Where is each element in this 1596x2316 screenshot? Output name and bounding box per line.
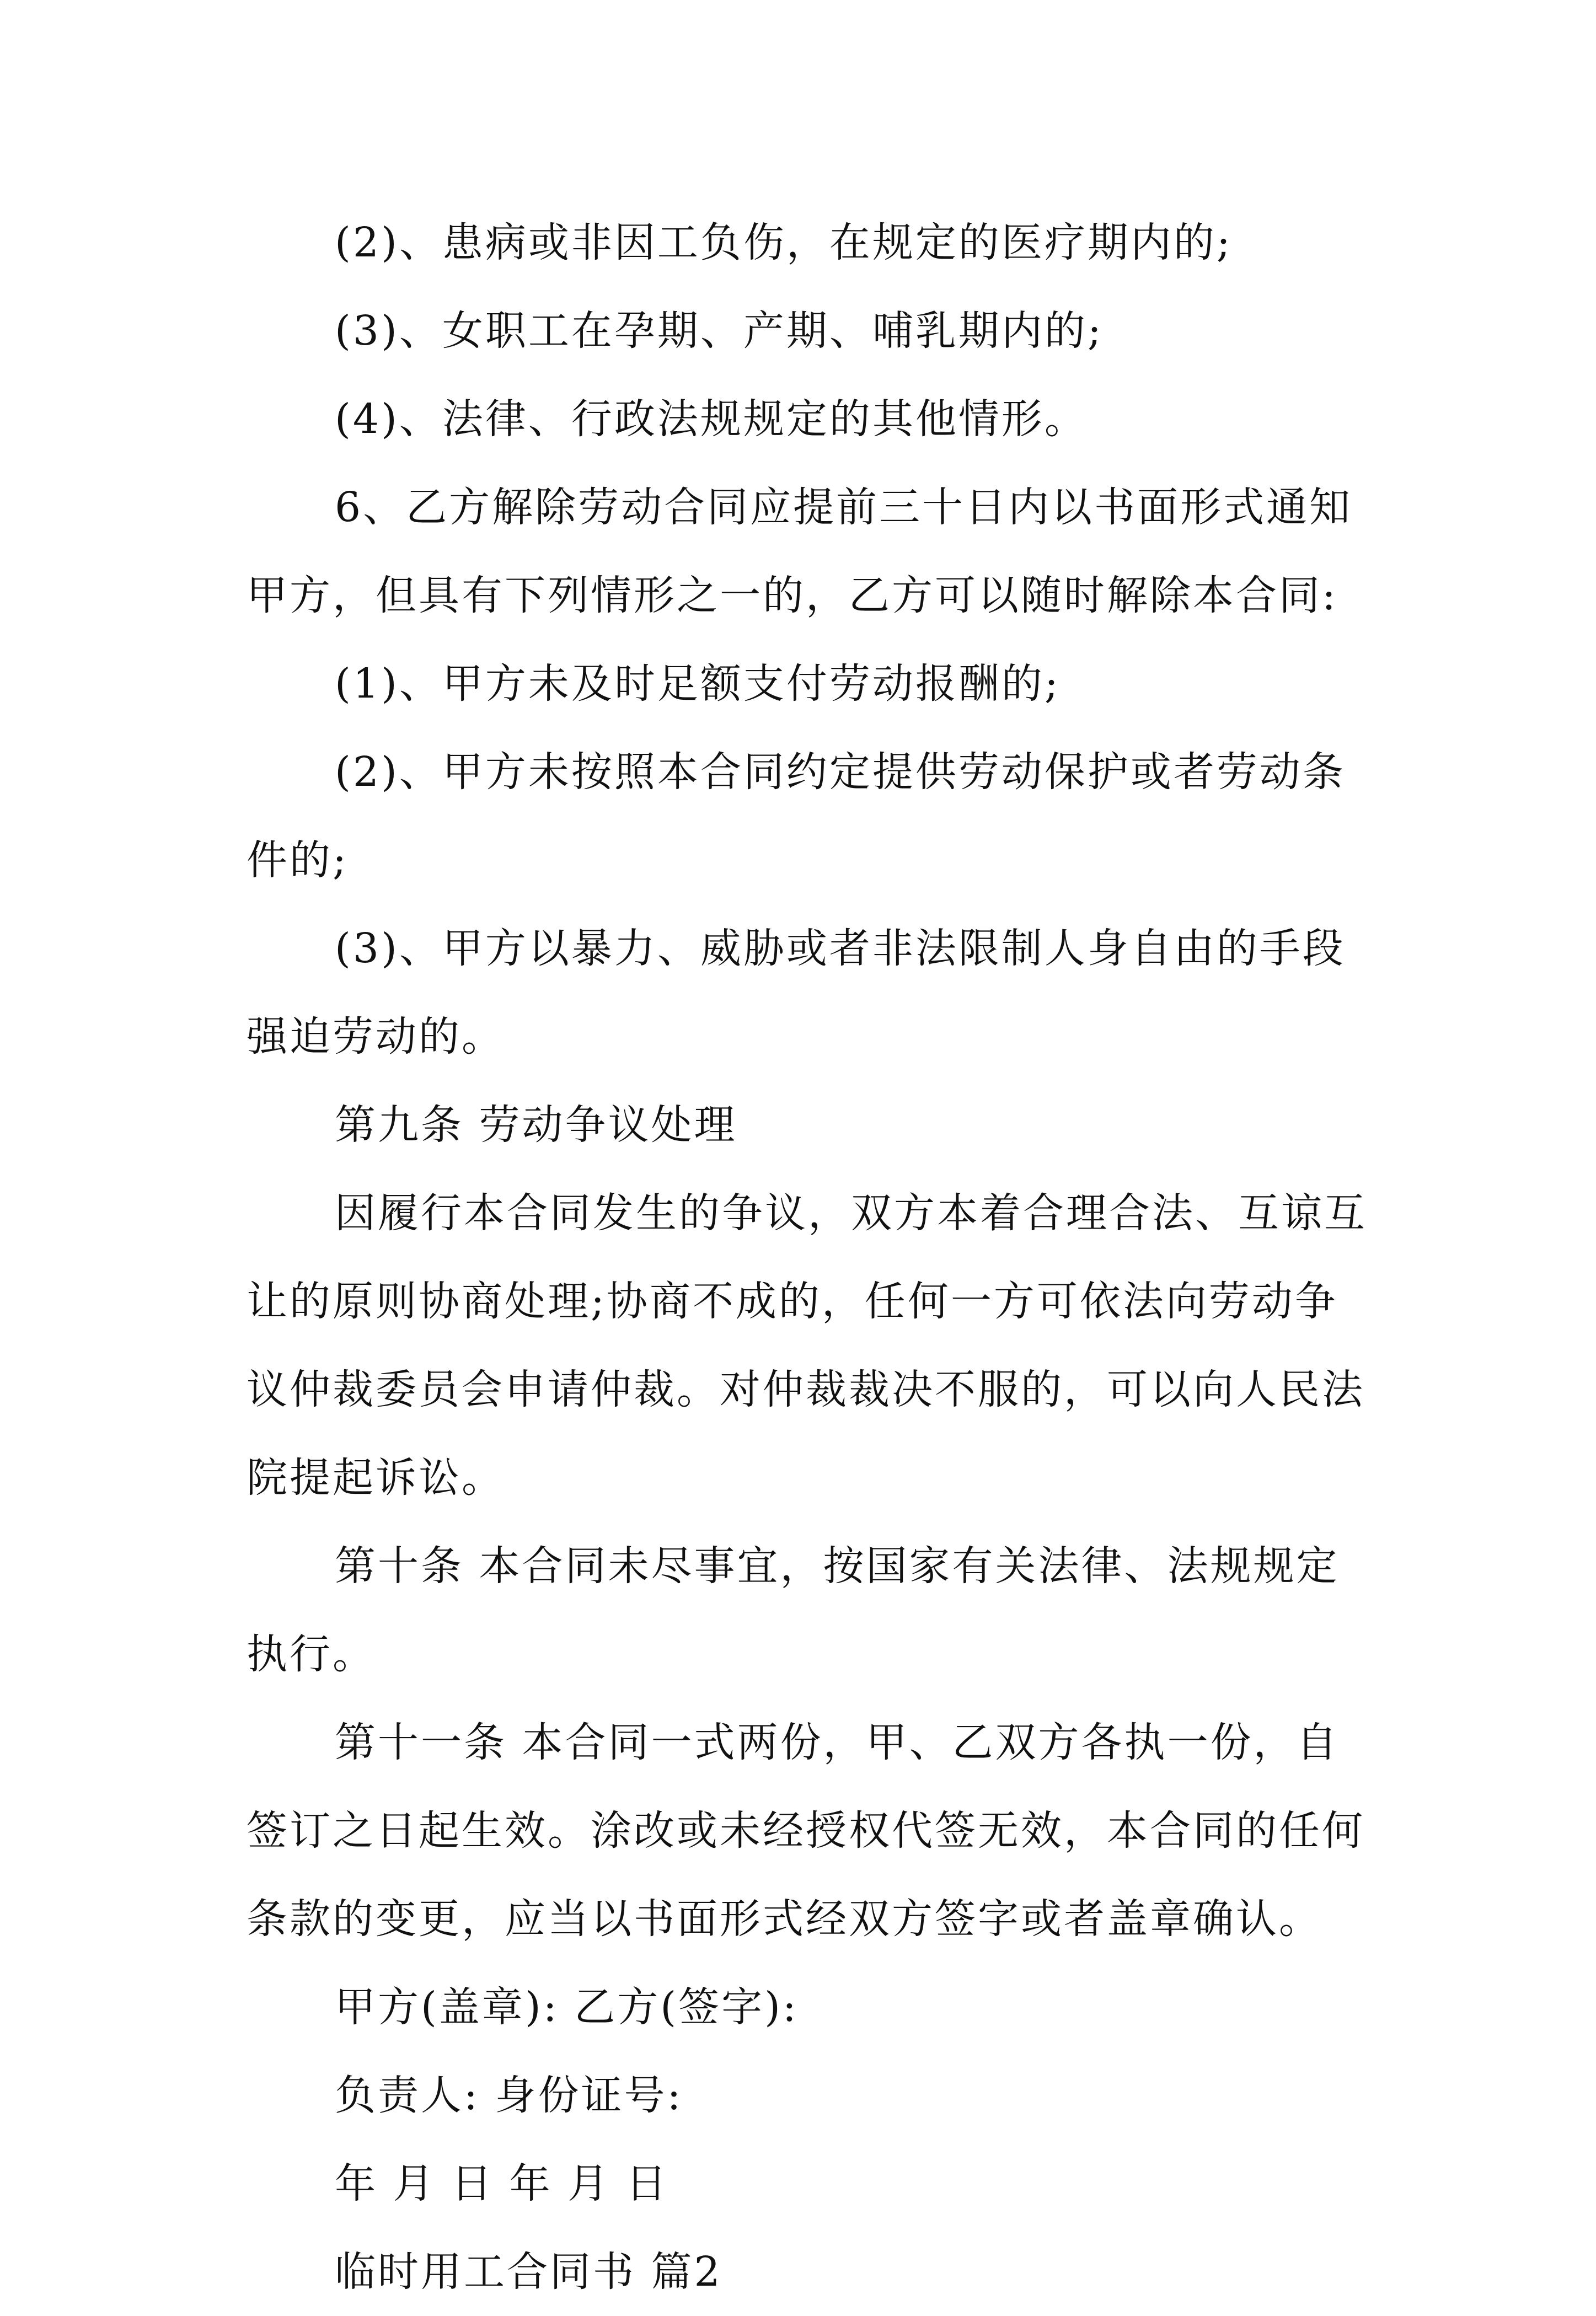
paragraph-line: 签订之日起生效。涂改或未经授权代签无效，本合同的任何 — [247, 1807, 1365, 1854]
date-line: 年 月 日 年 月 日 — [335, 2160, 669, 2207]
section-heading: 第九条 劳动争议处理 — [335, 1101, 737, 1149]
paragraph-line: 条款的变更，应当以书面形式经双方签字或者盖章确认。 — [247, 1895, 1322, 1943]
signature-line: 负责人: 身份证号: — [335, 2072, 683, 2119]
paragraph-line: 院提起诉讼。 — [247, 1454, 505, 1502]
paragraph-line: 议仲裁委员会申请仲裁。对仲裁裁决不服的，可以向人民法 — [247, 1366, 1365, 1413]
paragraph-line: 让的原则协商处理;协商不成的，任何一方可依法向劳动争 — [247, 1278, 1338, 1325]
paragraph-line: 6、乙方解除劳动合同应提前三十日内以书面形式通知 — [335, 484, 1353, 531]
document-title: 临时用工合同书 篇2 — [335, 2248, 722, 2296]
paragraph-line: 执行。 — [247, 1631, 376, 1678]
paragraph-line: 因履行本合同发生的争议，双方本着合理合法、互谅互 — [335, 1189, 1367, 1237]
signature-line: 甲方(盖章): 乙方(签字): — [335, 1983, 799, 2031]
paragraph-line: 第十一条 本合同一式两份，甲、乙双方各执一份，自 — [335, 1719, 1340, 1766]
paragraph-line: (1)、甲方未及时足额支付劳动报酬的; — [335, 660, 1061, 707]
paragraph-line: (2)、甲方未按照本合同约定提供劳动保护或者劳动条 — [335, 748, 1346, 796]
document-body — [247, 199, 1367, 2316]
paragraph-line: 甲方，但具有下列情形之一的，乙方可以随时解除本合同: — [247, 572, 1338, 619]
paragraph-line: (3)、女职工在孕期、产期、哺乳期内的; — [335, 307, 1104, 355]
paragraph-line: 强迫劳动的。 — [247, 1013, 505, 1060]
paragraph-line: (4)、法律、行政法规规定的其他情形。 — [335, 395, 1088, 443]
paragraph-line: (3)、甲方以暴力、威胁或者非法限制人身自由的手段 — [335, 925, 1346, 972]
paragraph-line: (2)、患病或非因工负伤，在规定的医疗期内的; — [335, 219, 1233, 266]
paragraph-line: 第十条 本合同未尽事宜，按国家有关法律、法规规定 — [335, 1542, 1340, 1590]
paragraph-line: 件的; — [247, 837, 349, 884]
